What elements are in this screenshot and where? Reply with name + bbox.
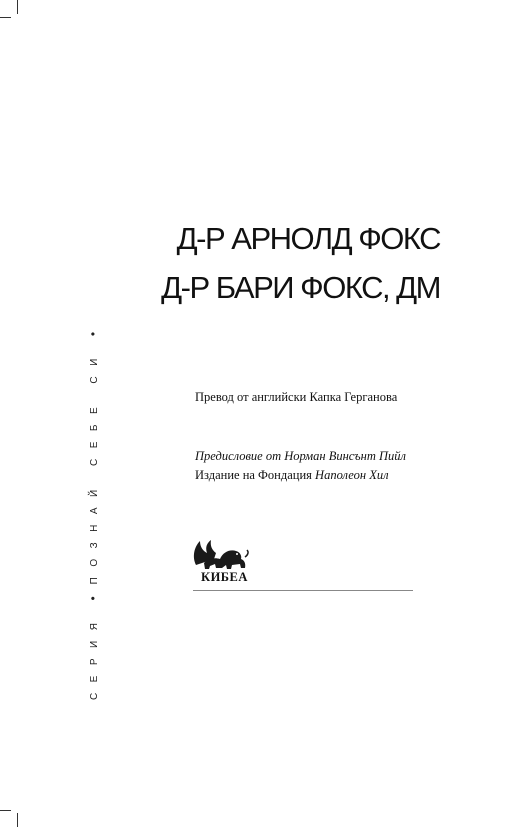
series-spine xyxy=(83,280,103,740)
translation-credit: Превод от английски Капка Герганова xyxy=(195,390,398,404)
author-barry-fox: Д-Р БАРИ ФОКС, ДМ xyxy=(161,270,440,305)
crop-mark-top-left-h xyxy=(0,17,11,18)
series-name: ПОЗНАЙ СЕБЕ СИ xyxy=(89,348,101,585)
crop-mark-bottom-left xyxy=(17,813,18,827)
series-label: СЕРИЯ xyxy=(89,612,101,701)
publisher-rule xyxy=(193,590,413,591)
edition-foundation-name: Наполеон Хил xyxy=(315,468,389,482)
author-arnold-fox: Д-Р АРНОЛД ФОКС xyxy=(176,221,440,256)
bullet-dot: • xyxy=(86,331,101,337)
crop-mark-top-left xyxy=(17,0,18,14)
foreword-credit: Предисловие от Норман Винсънт Пийл xyxy=(195,449,406,463)
crop-mark-bottom-left-h xyxy=(0,810,11,811)
series-spine-text xyxy=(86,320,100,700)
publisher-name: КИБЕА xyxy=(201,570,248,584)
edition-prefix: Издание на Фондация xyxy=(195,468,316,482)
bullet-dot: • xyxy=(86,596,101,601)
edition-credit xyxy=(195,468,389,483)
